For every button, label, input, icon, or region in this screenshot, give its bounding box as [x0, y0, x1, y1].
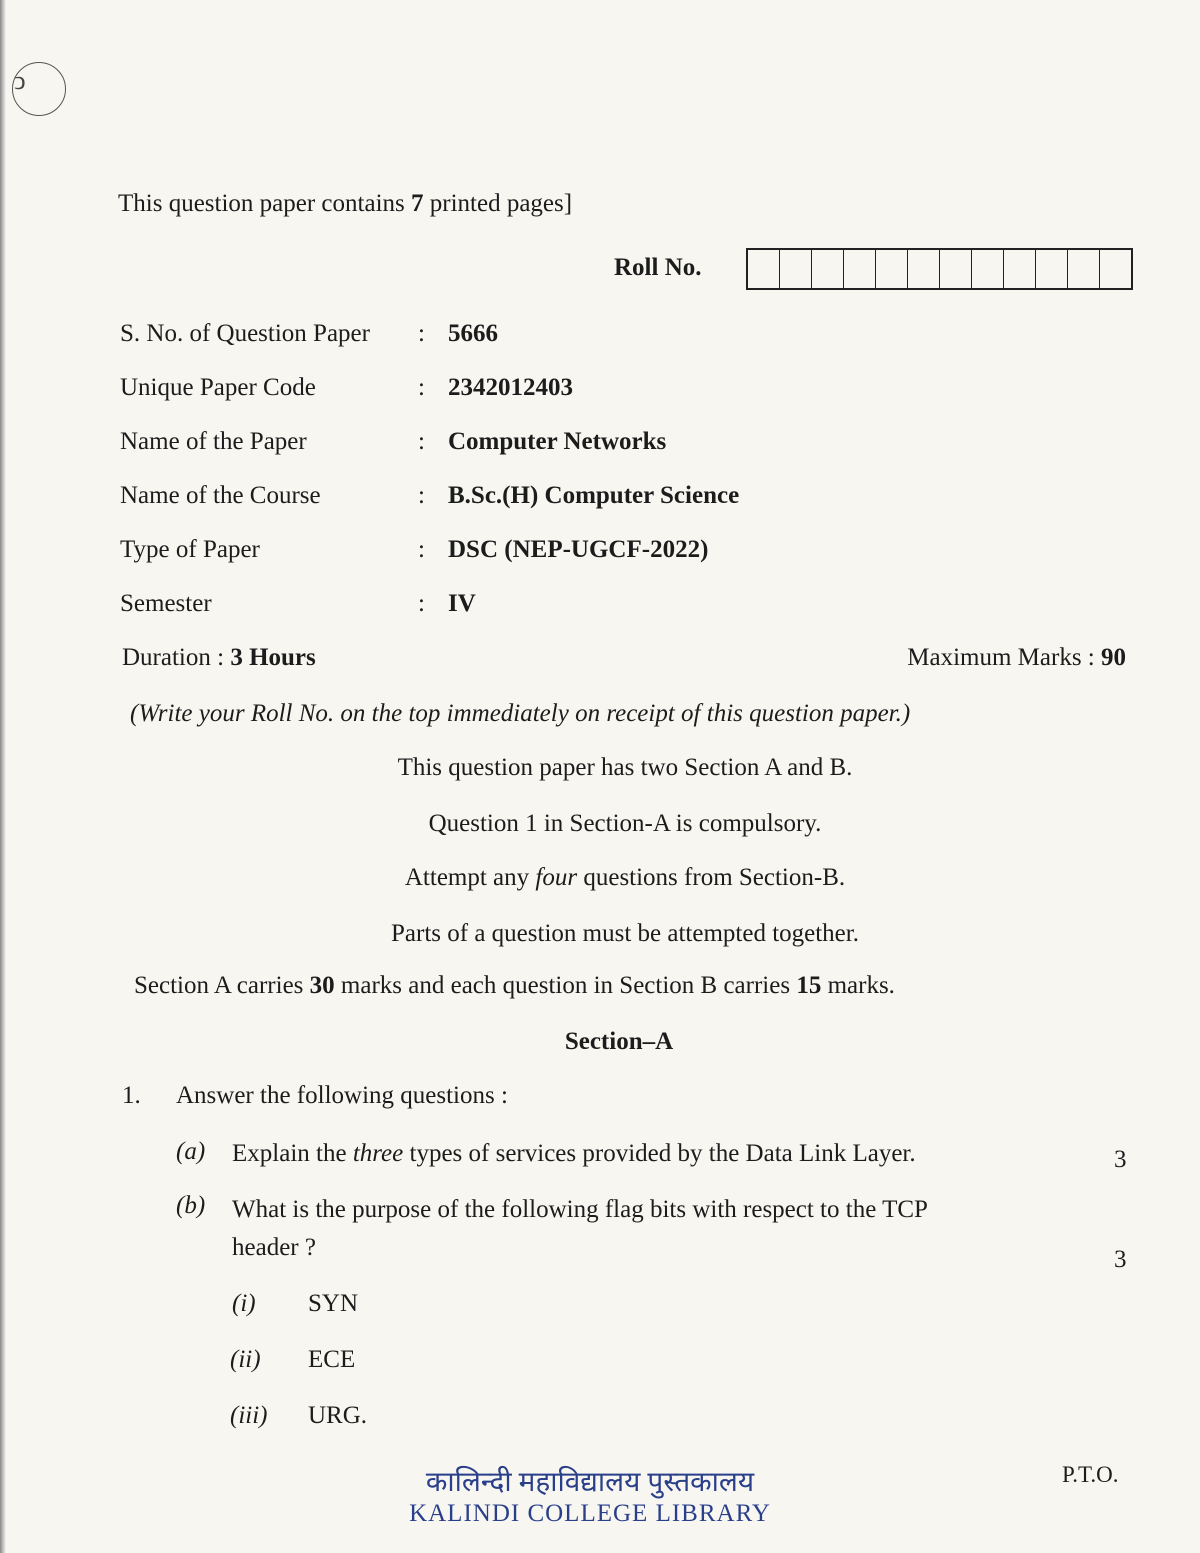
info-label: Type of Paper	[120, 536, 260, 563]
roll-box[interactable]	[812, 250, 844, 288]
duration-value: 3 Hours	[230, 644, 316, 671]
stamp-english: KALINDI COLLEGE LIBRARY	[409, 1500, 771, 1527]
part-b-text-line2: header ?	[232, 1234, 316, 1261]
roll-no-instruction: (Write your Roll No. on the top immediately on receipt of this question paper.)	[130, 700, 911, 727]
sub-item-label: (i)	[232, 1290, 256, 1317]
duration-label: Duration :	[122, 644, 225, 671]
library-stamp	[400, 1462, 780, 1528]
stamp-hindi: कालिन्दी महाविद्यालय पुस्तकालय	[425, 1467, 755, 1498]
please-turn-over: P.T.O.	[1062, 1462, 1119, 1487]
info-value: B.Sc.(H) Computer Science	[448, 482, 740, 509]
info-value: IV	[448, 590, 476, 617]
sub-item-label: (ii)	[230, 1346, 261, 1373]
roll-no-label: Roll No.	[614, 254, 702, 281]
part-b-text-line1: What is the purpose of the following flag bits with respect to the TCP	[232, 1196, 928, 1223]
roll-box[interactable]	[1100, 250, 1131, 288]
instruction-sections: This question paper has two Section A and B.	[397, 754, 853, 781]
roll-box[interactable]	[1036, 250, 1068, 288]
roll-box[interactable]	[780, 250, 812, 288]
instruction-compulsory: Question 1 in Section-A is compulsory.	[428, 810, 822, 837]
section-a-heading: Section–A	[564, 1028, 674, 1055]
info-label: S. No. of Question Paper	[120, 320, 370, 347]
instruction-parts: Parts of a question must be attempted together.	[391, 920, 859, 947]
info-value: 5666	[448, 320, 498, 347]
instruction-attempt: Attempt any four questions from Section-B.	[404, 864, 846, 891]
info-value: Computer Networks	[448, 428, 667, 455]
pages-count: 7	[411, 190, 424, 217]
max-marks-value: 90	[1101, 644, 1126, 671]
part-a-text: Explain the three types of services provided by the Data Link Layer.	[232, 1140, 916, 1167]
pages-suffix: printed pages]	[429, 190, 573, 217]
pages-prefix: This question paper contains	[118, 190, 405, 217]
sub-item-text: URG.	[308, 1402, 368, 1429]
sub-item-label: (iii)	[230, 1402, 268, 1429]
info-label: Semester	[120, 590, 212, 617]
printed-pages-line	[118, 190, 572, 218]
info-row-serial: S. No. of Question Paper : 5666	[120, 320, 498, 347]
info-row-semester: Semester : IV	[120, 590, 476, 617]
part-label: (a)	[176, 1138, 206, 1165]
info-row-course: Name of the Course : B.Sc.(H) Computer Science	[120, 482, 740, 509]
roll-box[interactable]	[748, 250, 780, 288]
question-text: Answer the following questions :	[176, 1082, 508, 1109]
info-label: Name of the Course	[120, 482, 321, 509]
info-value: 2342012403	[448, 374, 573, 401]
roll-box[interactable]	[876, 250, 908, 288]
question-number: 1.	[122, 1082, 141, 1109]
info-value: DSC (NEP-UGCF-2022)	[448, 536, 709, 563]
roll-box[interactable]	[1068, 250, 1100, 288]
info-label: Name of the Paper	[120, 428, 307, 455]
duration	[122, 644, 316, 672]
sub-item-text: SYN	[308, 1290, 359, 1317]
info-row-paper-code: Unique Paper Code : 2342012403	[120, 374, 573, 401]
info-row-paper-name: Name of the Paper : Computer Networks	[120, 428, 667, 455]
part-label: (b)	[176, 1192, 206, 1219]
marks-label: 3	[1114, 1146, 1127, 1173]
roll-box[interactable]	[1004, 250, 1036, 288]
roll-no-boxes[interactable]	[746, 248, 1133, 290]
info-label: Unique Paper Code	[120, 374, 316, 401]
instruction-marks: Section A carries 30 marks and each question in Section B carries 15 marks.	[134, 972, 895, 999]
maximum-marks	[907, 644, 1126, 672]
max-marks-label: Maximum Marks :	[907, 644, 1095, 671]
roll-box[interactable]	[940, 250, 972, 288]
roll-box[interactable]	[972, 250, 1004, 288]
roll-box[interactable]	[908, 250, 940, 288]
handwritten-mark: ↄ	[14, 66, 26, 95]
info-row-paper-type: Type of Paper : DSC (NEP-UGCF-2022)	[120, 536, 709, 563]
marks-label: 3	[1114, 1246, 1127, 1273]
sub-item-text: ECE	[308, 1346, 356, 1373]
roll-box[interactable]	[844, 250, 876, 288]
